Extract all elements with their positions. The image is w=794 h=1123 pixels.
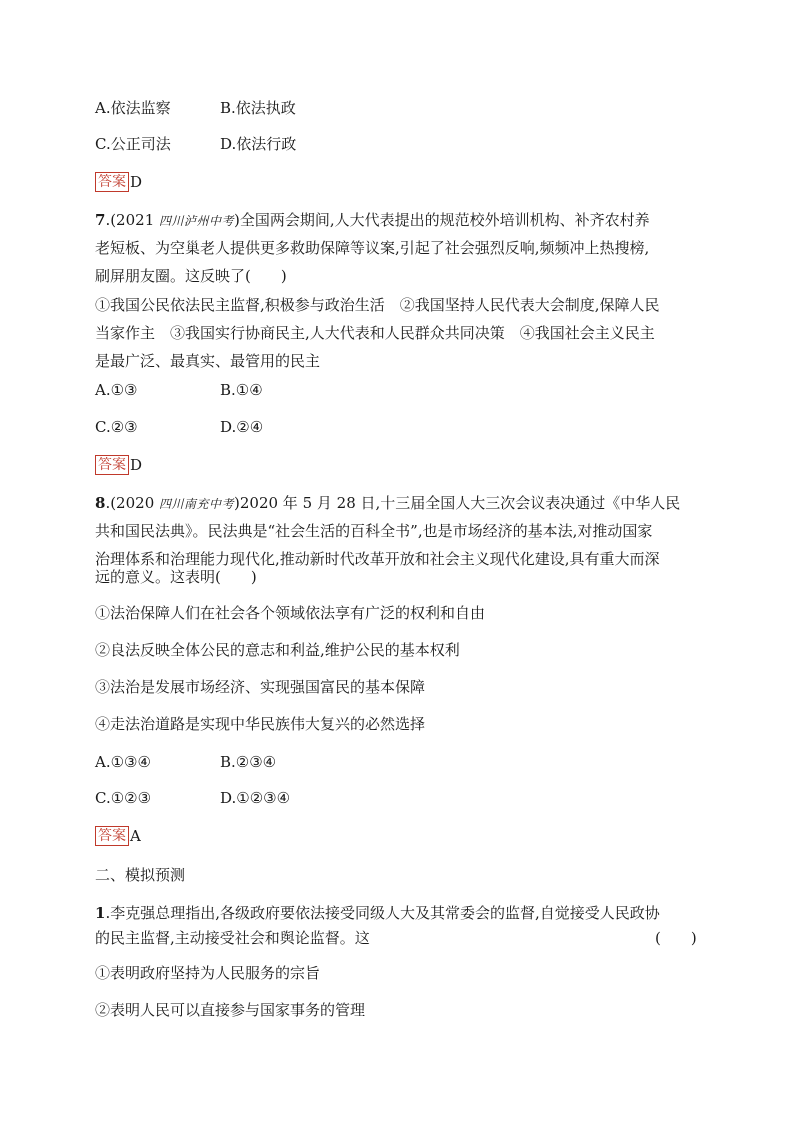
q8-line-4: 远的意义。这表明( ) xyxy=(95,568,257,586)
q7-statement-line-2: 当家作主 ③我国实行协商民主,人大代表和人民群众共同决策 ④我国社会主义民主 xyxy=(95,324,655,342)
s1-statement-2: ②表明人民可以直接参与国家事务的管理 xyxy=(95,1001,366,1019)
q6-option-a: A.依法监察 xyxy=(95,99,171,117)
q8-line-1 xyxy=(95,493,680,514)
q7-statement-line-1: ①我国公民依法民主监督,积极参与政治生活 ②我国坚持人民代表大会制度,保障人民 xyxy=(95,296,660,314)
q7-option-c: C.②③ xyxy=(95,418,138,436)
question-source: 四川南充中考 xyxy=(159,497,235,511)
q6-option-d: D.依法行政 xyxy=(220,135,297,153)
q8-statement-2: ②良法反映全体公民的意志和利益,维护公民的基本权利 xyxy=(95,641,460,659)
answer-badge: 答案 xyxy=(95,455,129,475)
q7-line-3: 刷屏朋友圈。这反映了( ) xyxy=(95,267,287,285)
question-source: 四川泸州中考 xyxy=(159,214,235,228)
q7-option-d: D.②④ xyxy=(220,418,264,436)
question-text: .李克强总理指出,各级政府要依法接受同级人大及其常委会的监督,自觉接受人民政协 xyxy=(105,904,660,922)
section-title: 二、模拟预测 xyxy=(95,866,186,884)
answer-badge: 答案 xyxy=(95,172,129,192)
q7-line-2: 老短板、为空巢老人提供更多救助保障等议案,引起了社会强烈反响,频频冲上热搜榜, xyxy=(95,239,650,257)
q8-line-3: 治理体系和治理能力现代化,推动新时代改革开放和社会主义现代化建设,具有重大而深 xyxy=(95,550,660,568)
q8-option-b: B.②③④ xyxy=(220,753,277,771)
answer-value: D xyxy=(130,173,143,191)
q6-answer xyxy=(95,172,142,192)
q7-answer xyxy=(95,455,142,475)
answer-paren: ( ) xyxy=(655,929,697,947)
question-prefix: .(2021 xyxy=(105,211,159,229)
q7-option-a: A.①③ xyxy=(95,381,138,399)
q8-statement-4: ④走法治道路是实现中华民族伟大复兴的必然选择 xyxy=(95,715,426,733)
question-number: 8 xyxy=(95,494,106,512)
q7-line-1 xyxy=(95,210,650,231)
q8-option-d: D.①②③④ xyxy=(220,789,291,807)
question-text: )2020 年 5 月 28 日,十三届全国人大三次会议表决通过《中华人民 xyxy=(234,494,681,512)
answer-value: A xyxy=(130,827,141,845)
answer-badge: 答案 xyxy=(95,826,129,846)
question-number: 7 xyxy=(95,211,106,229)
question-text: )全国两会期间,人大代表提出的规范校外培训机构、补齐农村养 xyxy=(234,211,650,229)
q8-line-2: 共和国民法典》。民法典是“社会生活的百科全书”,也是市场经济的基本法,对推动国家 xyxy=(95,522,653,540)
q8-answer xyxy=(95,826,141,846)
s1-line-1 xyxy=(95,903,660,923)
q7-option-b: B.①④ xyxy=(220,381,263,399)
question-number: 1 xyxy=(95,904,106,922)
q8-option-a: A.①③④ xyxy=(95,753,151,771)
q8-statement-3: ③法治是发展市场经济、实现强国富民的基本保障 xyxy=(95,678,426,696)
q7-statement-line-3: 是最广泛、最真实、最管用的民主 xyxy=(95,352,321,370)
question-prefix: .(2020 xyxy=(105,494,159,512)
s1-line-2: 的民主监督,主动接受社会和舆论监督。这 xyxy=(95,929,370,947)
q6-option-b: B.依法执政 xyxy=(220,99,296,117)
s1-statement-1: ①表明政府坚持为人民服务的宗旨 xyxy=(95,964,321,982)
answer-value: D xyxy=(130,456,143,474)
q8-statement-1: ①法治保障人们在社会各个领域依法享有广泛的权利和自由 xyxy=(95,604,486,622)
q6-option-c: C.公正司法 xyxy=(95,135,171,153)
q8-option-c: C.①②③ xyxy=(95,789,152,807)
